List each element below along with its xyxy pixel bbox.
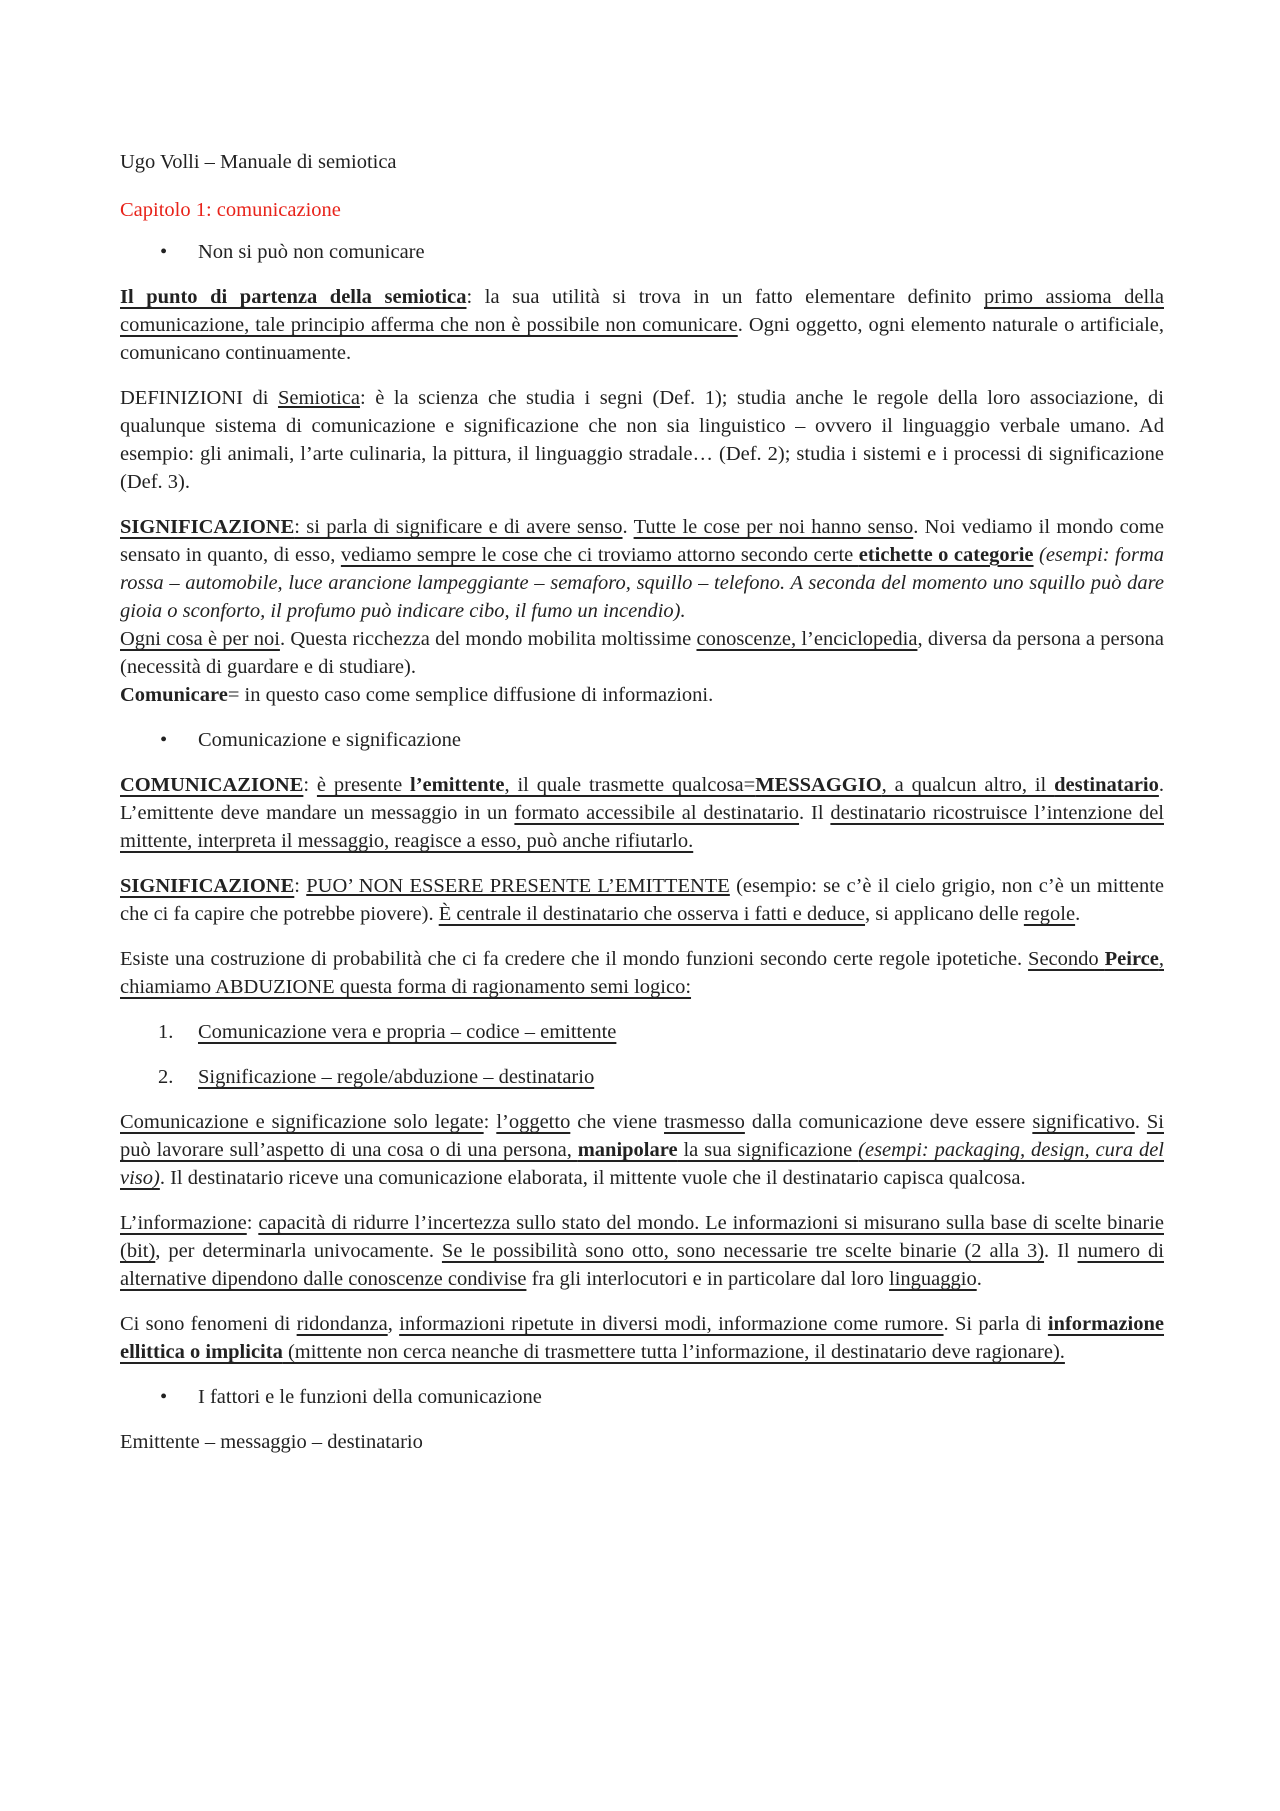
text: (esempi: forma rossa – automobile, luce arancione lampeggiante – semaforo, squillo – telefono. A seconda del momento uno squillo può dare gioia o sconforto, il profumo può indicare cibo, il fumo un incendio). xyxy=(120,544,1165,622)
document-page xyxy=(120,148,1164,1456)
text: trasmesso xyxy=(664,1111,745,1133)
text: : xyxy=(483,1111,497,1133)
text: Esiste una costruzione di probabilità che ci fa credere che il mondo funzioni secondo certe regole ipotetiche. xyxy=(120,948,1029,970)
term: destinatario xyxy=(1054,774,1159,796)
text: la sua significazione xyxy=(677,1139,859,1161)
text: Se le possibilità sono otto, sono necessarie tre scelte binarie (2 alla 3) xyxy=(441,1240,1045,1262)
text: , chiamiamo ABDUZIONE questa forma di ragionamento semi logico: xyxy=(120,948,1164,998)
text: , il quale trasmette qualcosa= xyxy=(504,774,756,796)
text: L’informazione xyxy=(120,1212,247,1234)
text: . xyxy=(1134,1111,1147,1133)
text: , per determinarla univocamente. xyxy=(155,1240,442,1262)
term: etichette o categorie xyxy=(858,544,1034,566)
paragraph-comunicazione xyxy=(120,771,1164,855)
text: Ci sono fenomeni di xyxy=(120,1313,297,1335)
document-title: Ugo Volli – Manuale di semiotica xyxy=(120,151,397,173)
text: significativo xyxy=(1032,1111,1135,1133)
text: (mittente non cerca neanche di trasmettere tutta l’informazione, il destinatario deve ragionare). xyxy=(282,1341,1065,1363)
text: . Il xyxy=(1044,1240,1078,1262)
text: . Questa ricchezza del mondo mobilita moltissime xyxy=(279,628,697,650)
bullet-text: Comunicazione e significazione xyxy=(198,729,461,751)
text: . Ogni oggetto, ogni elemento naturale o artificiale, comunicano continuamente. xyxy=(120,314,1164,364)
bullet-text: I fattori e le funzioni della comunicazione xyxy=(198,1386,542,1408)
text: . Noi vediamo il mondo come sensato in quanto, di esso, xyxy=(120,516,1164,566)
text: fra gli interlocutori e in particolare dal loro xyxy=(526,1268,890,1290)
text: . Il xyxy=(799,802,831,824)
text: È centrale il destinatario che osserva i fatti e deduce xyxy=(438,903,866,925)
text: l’oggetto xyxy=(496,1111,571,1133)
closing-line: Emittente – messaggio – destinatario xyxy=(120,1431,423,1453)
text: ridondanza xyxy=(296,1313,388,1335)
text: . xyxy=(976,1268,982,1290)
text: regole xyxy=(1023,903,1076,925)
paragraph-informazione xyxy=(120,1209,1164,1293)
paragraph-significazione-2 xyxy=(120,872,1164,928)
text: è presente xyxy=(316,774,411,796)
chapter-heading: Capitolo 1: comunicazione xyxy=(120,199,341,221)
text: Comunicazione e significazione solo legate xyxy=(120,1111,484,1133)
text: PUO’ NON ESSERE PRESENTE L’EMITTENTE xyxy=(306,875,730,897)
text: Ogni cosa è per noi xyxy=(120,628,280,650)
text: vediamo sempre le cose che ci troviamo attorno secondo certe xyxy=(340,544,859,566)
text: numero di alternative dipendono dalle conoscenze condivise xyxy=(120,1240,1164,1290)
term: manipolare xyxy=(577,1139,678,1161)
text: informazioni ripetute in diversi modi, informazione come rumore xyxy=(399,1313,944,1335)
text: Si può lavorare sull’aspetto di una cosa o di una persona, xyxy=(120,1111,1165,1161)
text: capacità di ridurre l’incertezza sullo stato del mondo. Le informazioni si misurano sulla base di scelte binarie (bit) xyxy=(120,1212,1164,1262)
term: SIGNIFICAZIONE xyxy=(120,875,295,897)
text: : xyxy=(294,875,307,897)
term: COMUNICAZIONE xyxy=(120,774,304,796)
text: : si parla di significare e di avere senso xyxy=(294,516,623,538)
bullet-icon: • xyxy=(160,729,168,751)
bullet-item xyxy=(120,726,1164,754)
term: Peirce xyxy=(1104,948,1159,970)
paragraph-definizioni xyxy=(120,384,1164,496)
text: = in questo caso come semplice diffusione di informazioni. xyxy=(227,684,714,706)
paragraph-significazione xyxy=(120,513,1164,709)
text: : xyxy=(303,774,317,796)
list-number: 1. xyxy=(158,1021,174,1043)
text: . Si parla di xyxy=(943,1313,1048,1335)
list-number: 2. xyxy=(158,1066,174,1088)
text: destinatario ricostruisce l’intenzione del mittente, interpreta il messaggio, reagisce a esso, può anche rifiutarlo. xyxy=(120,802,1164,852)
text: dalla comunicazione deve essere xyxy=(744,1111,1033,1133)
text: primo assioma della comunicazione, tale principio afferma che non è possibile non comunicare xyxy=(120,286,1164,336)
numbered-item xyxy=(120,1063,1164,1091)
text: : è la scienza che studia i segni (Def. 1); studia anche le regole della loro associazione, di qualunque sistema di comunicazione e significazione che non sia linguistico – ovvero il linguaggio verbale umano. Ad esempio: gli animali, l’arte culinaria, la pittura, il linguaggio stradale… (Def. 2); studia i sistemi e i processi di significazione (Def. 3). xyxy=(120,387,1165,493)
text: linguaggio xyxy=(889,1268,977,1290)
text: (esempi: packaging, design, cura del viso) xyxy=(120,1139,1164,1189)
bullet-item xyxy=(120,1383,1164,1411)
text: . xyxy=(622,516,634,538)
text: formato accessibile al destinatario xyxy=(514,802,800,824)
term: SIGNIFICAZIONE xyxy=(120,516,295,538)
term: informazione ellittica o implicita xyxy=(120,1313,1165,1363)
numbered-text: Comunicazione vera e propria – codice – emittente xyxy=(198,1021,617,1043)
text: Tutte le cose per noi hanno senso xyxy=(633,516,914,538)
text: (esempio: se c’è il cielo grigio, non c’è un mittente che ci fa capire che potrebbe piovere). xyxy=(120,875,1164,925)
term: Il punto di partenza della semiotica xyxy=(120,286,467,308)
text: : xyxy=(246,1212,259,1234)
bullet-icon: • xyxy=(160,241,168,263)
paragraph-ridondanza xyxy=(120,1310,1164,1366)
paragraph-legate xyxy=(120,1108,1164,1192)
text: . xyxy=(1075,903,1081,925)
text: conoscenze, l’enciclopedia xyxy=(696,628,918,650)
text: . L’emittente deve mandare un messaggio in un xyxy=(120,774,1165,824)
term: l’emittente xyxy=(410,774,505,796)
text: DEFINIZIONI di xyxy=(120,387,278,409)
text: , diversa da persona a persona (necessità di guardare e di studiare). xyxy=(120,628,1165,678)
bullet-icon: • xyxy=(160,1386,168,1408)
paragraph-abduzione xyxy=(120,945,1164,1001)
paragraph-punto-di-partenza xyxy=(120,283,1164,367)
bullet-item xyxy=(120,238,1164,266)
text: . Il destinatario riceve una comunicazione elaborata, il mittente vuole che il destinatario capisca qualcosa. xyxy=(159,1167,1026,1189)
term: Semiotica xyxy=(277,387,360,409)
term: Comunicare xyxy=(120,684,228,706)
numbered-item xyxy=(120,1018,1164,1046)
text: , a qualcun altro, il xyxy=(881,774,1055,796)
text: Secondo xyxy=(1028,948,1105,970)
text: che viene xyxy=(570,1111,665,1133)
text: , si applicano delle xyxy=(865,903,1024,925)
text: , xyxy=(387,1313,400,1335)
bullet-text: Non si può non comunicare xyxy=(198,241,425,263)
term: MESSAGGIO xyxy=(755,774,882,796)
text: : la sua utilità si trova in un fatto elementare definito xyxy=(466,286,984,308)
numbered-text: Significazione – regole/abduzione – destinatario xyxy=(198,1066,595,1088)
